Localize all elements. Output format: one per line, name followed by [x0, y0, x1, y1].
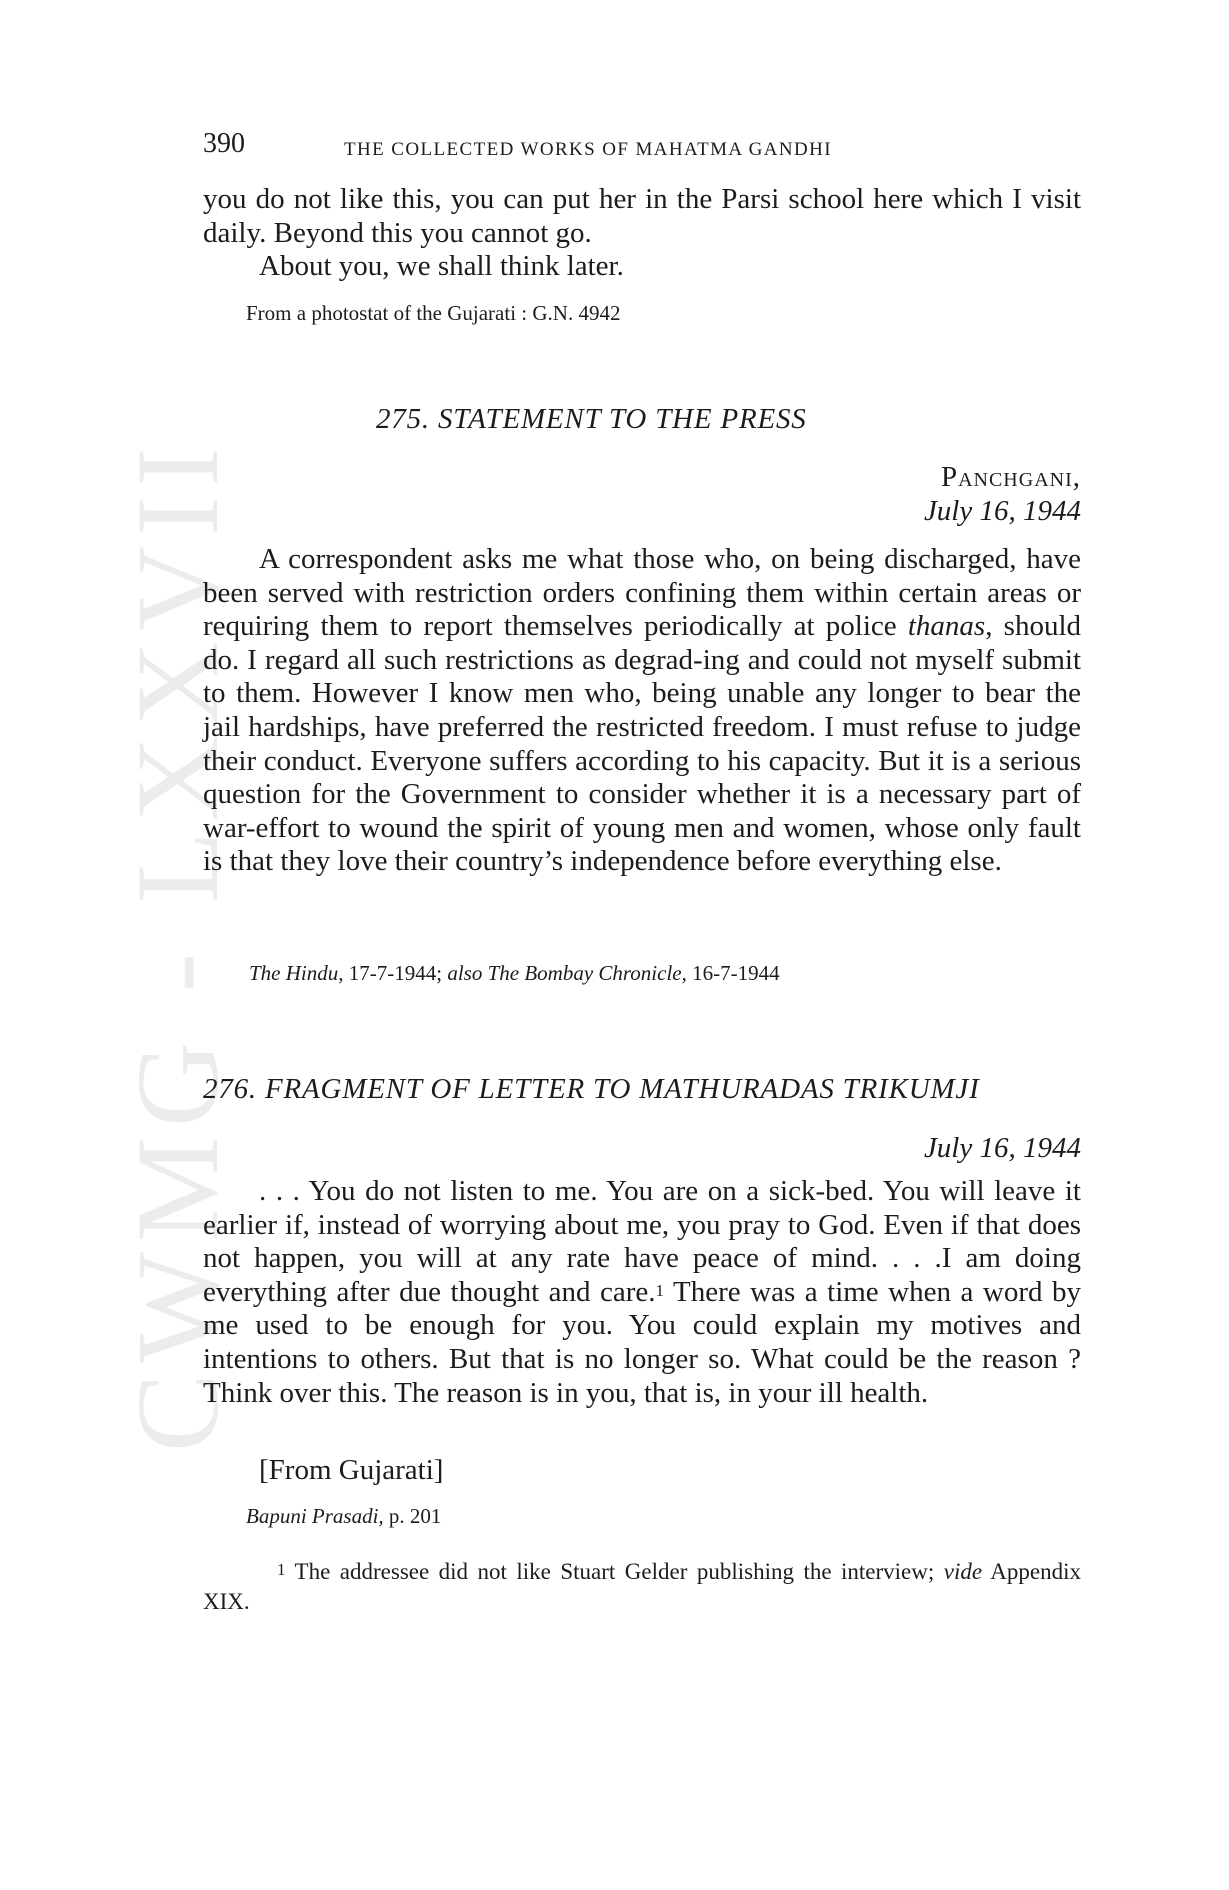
footnote-number: 1	[277, 1560, 286, 1579]
body-text: There was a time when a word by me used to be enough for you. You could explain my motives and intentions to others. But that is no longer so. What could be the reason ? Think over this. The reason is in you, that is, in your ill health.	[203, 1275, 1081, 1409]
carryover-closing: About you, we shall think later.	[259, 250, 624, 282]
footnote	[203, 1557, 1081, 1617]
footnote-ref[interactable]: 1	[655, 1280, 665, 1300]
running-header	[203, 128, 1081, 160]
footnote-vide: vide	[943, 1559, 983, 1584]
place-name: Panchgani,	[940, 461, 1081, 493]
item-275-body	[203, 543, 1081, 879]
item-275-date: July 16, 1944	[923, 495, 1081, 527]
source-italic: The Hindu,	[249, 961, 344, 985]
source-plain: 17-7-1944;	[343, 961, 448, 985]
page-number: 390	[203, 128, 245, 159]
item-275-heading: 275. STATEMENT TO THE PRESS	[376, 403, 807, 435]
item-276-closing: [From Gujarati]	[259, 1454, 444, 1486]
source-note: From a photostat of the Gujarati : G.N. 4942	[246, 301, 621, 325]
source-italic: Bapuni Prasadi,	[246, 1504, 384, 1528]
item-275-place	[941, 460, 1081, 495]
carryover-paragraph: you do not like this, you can put her in the Parsi school here which I visit daily. Beyond this you cannot go.	[203, 183, 1081, 249]
source-plain: 16-7-1944	[686, 961, 780, 985]
running-title: THE COLLECTED WORKS OF MAHATMA GANDHI	[344, 139, 832, 160]
body-text: . . . You do not listen to me. You are on a sick-bed. You will leave it earlier if, instead of worrying about me, you pray to God. Even if that does not happen, you will at any rate have peace of mind. . . .I am doing everything after due thought and care.	[203, 1175, 1081, 1308]
item-276-date: July 16, 1944	[923, 1132, 1081, 1164]
body-text: A correspondent asks me what those who, on being discharged, have been served with restriction orders confining them within certain areas or requiring them to report themselves periodically at police	[203, 543, 1081, 643]
item-275-source	[249, 961, 780, 986]
item-276-source	[246, 1504, 441, 1529]
source-italic: also The Bombay Chronicle,	[447, 961, 687, 985]
item-276-body	[203, 1175, 1081, 1410]
footnote-text: Appendix XIX.	[203, 1559, 1081, 1614]
item-276-heading: 276. FRAGMENT OF LETTER TO MATHURADAS TRIKUMJI	[203, 1073, 980, 1105]
source-plain: p. 201	[383, 1504, 442, 1528]
body-text: , should do. I regard all such restrictions as degrad-ing and could not myself submit to them. However I know men who, being unable any longer to bear the jail hardships, have preferred the restricted freedom. I must refuse to judge their conduct. Everyone suffers according to his capacity. But it is a serious question for the Government to consider whether it is a necessary part of war-effort to wound the spirit of young men and women, whose only fault is that they love their country’s independence before everything else.	[203, 610, 1081, 878]
watermark: CWMG - LXXVII	[112, 437, 243, 1453]
body-italic: thanas	[907, 610, 986, 643]
footnote-text: The addressee did not like Stuart Gelder publishing the interview;	[285, 1559, 935, 1584]
